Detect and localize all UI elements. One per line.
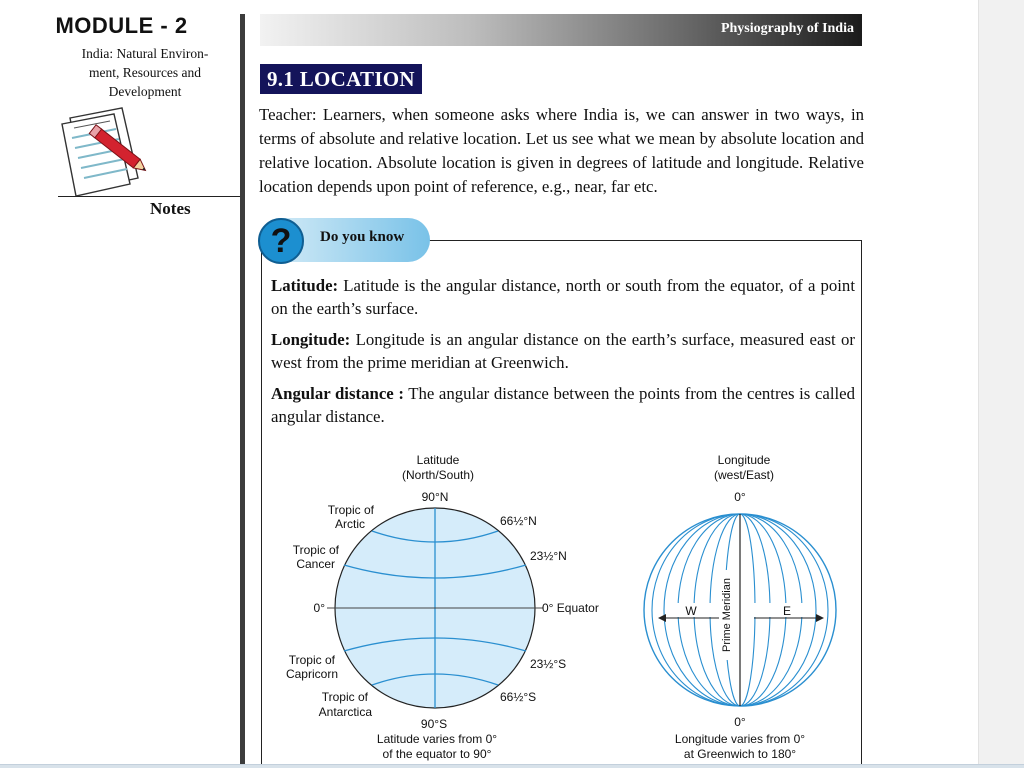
latitude-caption-line: of the equator to 90° xyxy=(382,747,492,761)
tropic-cancer-label: Cancer xyxy=(296,557,335,571)
chapter-header-bar xyxy=(260,14,862,46)
viewer-gutter xyxy=(978,0,1024,768)
tropic-antarctica-label: Tropic of xyxy=(321,690,368,704)
do-you-know-badge xyxy=(258,216,434,264)
intro-paragraph: Teacher: Learners, when someone asks where India is, we can answer in two ways, in terms of absolute and relative location. Let us see what we mean by absolute location and relative location. Absolute location is given in degrees of latitude and longitude. Relative location depends upon point of reference, e.g., near, far etc. xyxy=(259,105,864,196)
definition-text: Longitude is an angular distance on the earth’s surface, measured east or west from the prime meridian at Greenwich. xyxy=(271,330,855,372)
do-you-know-label: Do you know xyxy=(320,229,405,245)
tropic-capricorn-label: Tropic of xyxy=(288,653,335,667)
west-label: W xyxy=(685,604,697,618)
definition-longitude xyxy=(271,328,855,374)
margin-divider xyxy=(240,14,245,768)
tropic-capricorn-label: Capricorn xyxy=(285,667,338,681)
lat-23n-label: 23½°N xyxy=(530,549,567,563)
definition-latitude xyxy=(271,274,855,320)
notepad-pencil-icon xyxy=(56,104,156,200)
viewer-bottom-border xyxy=(0,764,1024,768)
lat-23s-label: 23½°S xyxy=(530,657,567,671)
definition-term: Latitude: xyxy=(271,276,339,295)
east-label-bg xyxy=(754,603,808,617)
chapter-title: Physiography of India xyxy=(720,21,854,36)
equator-label: 0° Equator xyxy=(542,601,599,615)
notes-label: Notes xyxy=(150,199,191,218)
latitude-bottom-label: 90°S xyxy=(420,717,448,731)
definition-term: Longitude: xyxy=(271,330,351,349)
module-subtitle-line: Development xyxy=(108,84,182,99)
lat-66s-label: 66½°S xyxy=(500,690,537,704)
tropic-arctic-label: Tropic of xyxy=(327,503,374,517)
question-mark-glyph: ? xyxy=(270,222,292,260)
longitude-top-label: 0° xyxy=(734,490,746,504)
latitude-longitude-diagrams xyxy=(262,448,860,768)
tropic-arctic-label: Arctic xyxy=(335,517,365,531)
definition-angular-distance xyxy=(271,382,855,428)
module-subtitle-line: ment, Resources and xyxy=(88,65,202,80)
prime-meridian-label: Prime Meridian xyxy=(721,578,733,652)
module-subtitle xyxy=(60,44,230,101)
longitude-diagram xyxy=(644,453,836,761)
notes-divider xyxy=(58,196,242,197)
question-mark-icon xyxy=(258,218,304,264)
module-title: MODULE - 2 xyxy=(55,13,188,38)
latitude-top-label: 90°N xyxy=(421,490,449,504)
latitude-title-line: (North/South) xyxy=(401,468,475,482)
latitude-caption-line: Latitude varies from 0° xyxy=(376,732,498,746)
longitude-title-line: (west/East) xyxy=(713,468,775,482)
definition-text: Latitude is the angular distance, north or south from the equator, of a point on the earth’s surface. xyxy=(271,276,855,318)
zero-degree-left-label: 0° xyxy=(313,601,325,615)
definition-term: Angular distance : xyxy=(271,384,404,403)
module-subtitle-line: India: Natural Environ- xyxy=(81,46,209,61)
section-title: 9.1 LOCATION xyxy=(260,64,422,94)
latitude-title-line: Latitude xyxy=(416,453,460,467)
east-label: E xyxy=(782,604,792,618)
longitude-bottom-label: 0° xyxy=(734,715,746,729)
tropic-cancer-label: Tropic of xyxy=(292,543,339,557)
lat-66n-label: 66½°N xyxy=(500,514,537,528)
latitude-diagram xyxy=(286,453,599,761)
longitude-caption-line: at Greenwich to 180° xyxy=(683,747,797,761)
longitude-title-line: Longitude xyxy=(717,453,771,467)
definition-text: The angular distance between the points from the centres is called angular distance. xyxy=(271,384,856,426)
tropic-antarctica-label: Antarctica xyxy=(318,705,372,719)
longitude-caption-line: Longitude varies from 0° xyxy=(674,732,806,746)
